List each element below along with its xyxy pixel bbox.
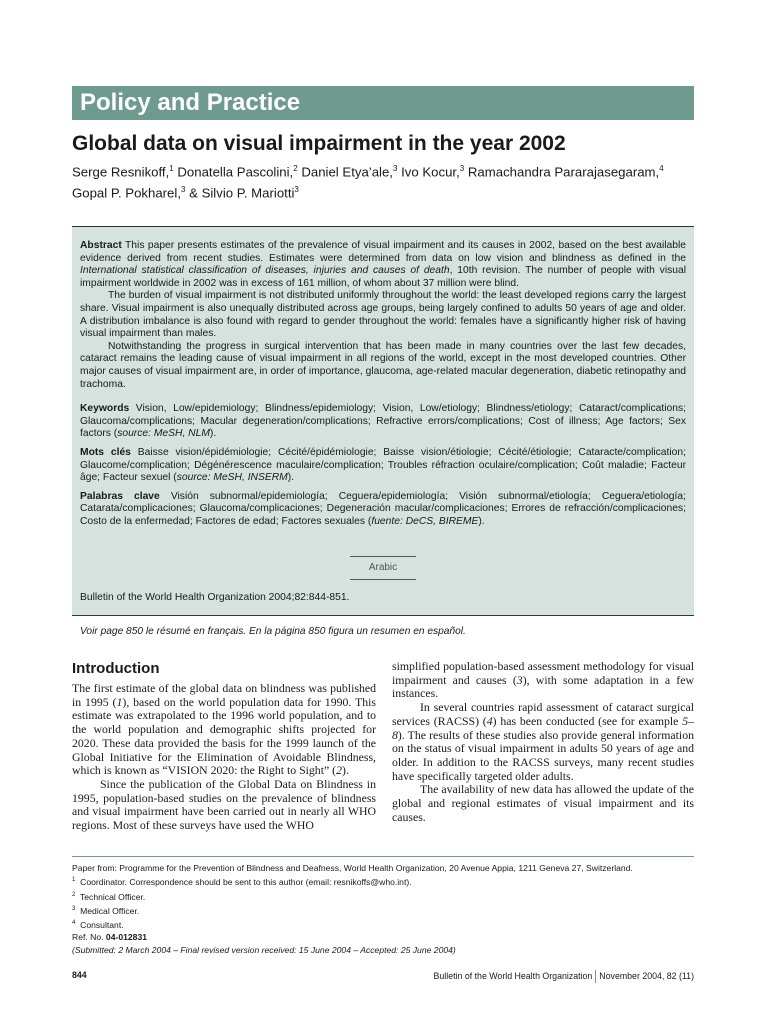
running-footer bbox=[434, 970, 694, 983]
intro-paragraph-4: In several countries rapid assessment of cataract surgical services (RACSS) (4) has been conducted (see for example 5–8). The results of these studies also provide general information on the status of visual impairment in adults 50 years of age and older. In addition to the RACSS surveys, many recent studies have specifically targeted older adults. bbox=[392, 700, 694, 783]
footnote-text: Coordinator. Correspondence should be sent to this author (email: resnikoffs@who.int). bbox=[75, 877, 412, 888]
mots-cles: Mots clés Baisse vision/épidémiologie; Cécité/épidémiologie; Baisse vision/étiologie; Cécité/étiologie; Cataracte/complication; Glaucome/complication; Dégénérescence maculaire/complication; Troubles réfraction oculaire/complication; Coût maladie; Facteur âge; Facteur sexuel (source: MeSH, INSERM). bbox=[80, 446, 686, 484]
palabras-clave: Palabras clave Visión subnormal/epidemiología; Ceguera/epidemiología; Visión subnormal/etiología; Ceguera/etiología; Catarata/complicaciones; Glaucoma/complicaciones; Degeneración macular/complicaciones; Errores de refracción/complicaciones; Costo de la enfermedad; Factores de edad; Factores sexuales (fuente: DeCS, BIREME). bbox=[80, 490, 686, 527]
author-affiliation-mark: 3 bbox=[392, 164, 398, 173]
footnote-item bbox=[72, 889, 694, 903]
language-note: Voir page 850 le résumé en français. En la página 850 figura un resumen en español. bbox=[80, 626, 466, 637]
footnote-mark: 3 bbox=[72, 905, 76, 912]
footnote-item bbox=[72, 874, 694, 888]
paper-from: Paper from: Programme for the Prevention of Blindness and Deafness, World Health Organization, 20 Avenue Appia, 1211 Geneva 27, Switzerland. bbox=[72, 863, 633, 873]
column-left bbox=[72, 660, 376, 833]
author-name: Ivo Kocur, bbox=[401, 164, 460, 180]
abstract-paragraph-3: Notwithstanding the progress in surgical intervention that has been made in many countries over the last few decades, cataract remains the leading cause of visual impairment in all regions of the world, except in the most developed countries. Other major causes of visual impairment are, in order of importance, glaucoma, age-related macular degeneration, diabetic retinopathy and trachoma. bbox=[80, 340, 686, 390]
page-number: 844 bbox=[72, 970, 87, 980]
footnote-mark: 1 bbox=[72, 877, 76, 884]
author-affiliation-mark: 2 bbox=[293, 164, 298, 173]
ref-number: Ref. No. 04-012831 bbox=[72, 932, 148, 943]
footnotes bbox=[72, 862, 694, 956]
abstract-label: Abstract bbox=[80, 240, 122, 251]
column-right bbox=[392, 660, 694, 824]
footer-separator bbox=[595, 970, 596, 983]
intro-paragraph-5: The availability of new data has allowed the update of the global and regional estimates of visual impairment and its causes. bbox=[392, 782, 694, 824]
author-name: Serge Resnikoff, bbox=[72, 164, 170, 180]
footnote-text: Technical Officer. bbox=[75, 891, 146, 902]
footnote-divider bbox=[72, 856, 694, 857]
arabic-abstract-tab[interactable]: Arabic bbox=[350, 556, 416, 580]
abstract-paragraph-1: Abstract This paper presents estimates of the prevalence of visual impairment and its causes in 2002, based on the best available evidence derived from recent studies. Estimates were determined from data on low vision and blindness as defined in the International statistical classification of diseases, injuries and causes of death, 10th revision. The number of people with visual impairment worldwide in 2002 was in excess of 161 million, of whom about 37 million were blind. bbox=[80, 240, 686, 289]
reference-number[interactable]: 5–8 bbox=[392, 713, 694, 742]
author-list bbox=[72, 160, 672, 203]
author-name: Daniel Etya’ale, bbox=[301, 164, 393, 180]
journal-name: Bulletin of the World Health Organization bbox=[433, 970, 593, 981]
reference-number[interactable]: 4 bbox=[486, 713, 493, 728]
author-name: Donatella Pascolini, bbox=[177, 164, 294, 180]
footnote-text: Consultant. bbox=[75, 920, 124, 931]
keywords: Keywords Vision, Low/epidemiology; Blindness/epidemiology; Vision, Low/etiology; Blindness/etiology; Cataract/complications; Glaucoma/complications; Macular degeneration/complications; Refractive errors/complications; Cost of illness; Age factors; Sex factors (source: MeSH, NLM). bbox=[80, 403, 686, 440]
author-name: & Silvio P. Mariotti bbox=[189, 185, 295, 201]
footnote-item bbox=[72, 917, 694, 931]
footnote-mark: 2 bbox=[72, 891, 76, 898]
footnote-text: Medical Officer. bbox=[75, 905, 140, 916]
author-affiliation-mark: 3 bbox=[459, 164, 465, 173]
reference-number[interactable]: 1 bbox=[116, 694, 123, 709]
citation: Bulletin of the World Health Organization 2004;82:844-851. bbox=[80, 592, 350, 603]
footnote-list bbox=[72, 874, 694, 931]
section-banner: Policy and Practice bbox=[72, 86, 694, 120]
footnote-mark: 4 bbox=[72, 920, 76, 927]
author-affiliation-mark: 4 bbox=[659, 164, 664, 173]
submission-dates: (Submitted: 2 March 2004 – Final revised version received: 15 June 2004 – Accepted: 25 June 2004) bbox=[72, 944, 456, 955]
author-affiliation-mark: 1 bbox=[169, 164, 174, 173]
intro-paragraph-3: simplified population-based assessment methodology for visual impairment and causes (3), with some adaptation in a few instances. bbox=[392, 659, 694, 701]
abstract-paragraph-2: The burden of visual impairment is not distributed uniformly throughout the world: the least developed regions carry the largest share. Visual impairment is also unequally distributed across age groups, being largely confined to adults 50 years of age and older. A distribution imbalance is also found with regard to gender throughout the world: females have a significantly higher risk of having visual impairment than males. bbox=[80, 290, 686, 340]
author-name: Gopal P. Pokharel, bbox=[72, 185, 181, 201]
issue-info: November 2004, 82 (11) bbox=[599, 970, 694, 981]
intro-paragraph-1: The first estimate of the global data on blindness was published in 1995 (1), based on the world population data for 1990. This estimate was extrapolated to the 1996 world population, and to the world population and demographic shifts projected for 2020. These data provided the basis for the 1999 launch of the Global Initiative for the Elimination of Avoidable Blindness, which is known as “VISION 2020: the Right to Sight” (2). bbox=[72, 681, 376, 778]
footnote-item bbox=[72, 903, 694, 917]
reference-number[interactable]: 3 bbox=[516, 672, 523, 687]
intro-paragraph-2: Since the publication of the Global Data on Blindness in 1995, population-based studies on the prevalence of blindness and visual impairment have been carried out in nearly all WHO regions. Most of these surveys have used the WHO bbox=[72, 776, 376, 833]
introduction-heading: Introduction bbox=[72, 660, 160, 677]
author-affiliation-mark: 3 bbox=[294, 185, 299, 195]
article-title: Global data on visual impairment in the year 2002 bbox=[72, 132, 566, 155]
author-affiliation-mark: 3 bbox=[181, 185, 186, 195]
author-name: Ramachandra Pararajasegaram, bbox=[467, 164, 660, 180]
reference-number[interactable]: 2 bbox=[336, 763, 343, 778]
